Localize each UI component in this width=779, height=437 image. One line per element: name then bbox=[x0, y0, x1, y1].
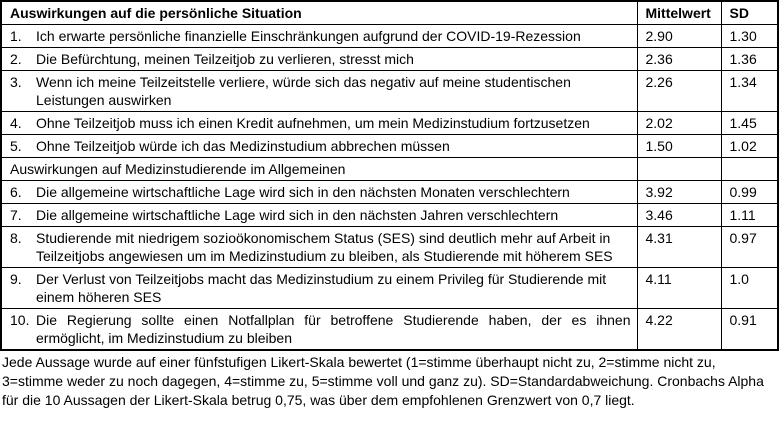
mean-value: 3.46 bbox=[637, 204, 721, 227]
sd-value: 1.45 bbox=[721, 112, 778, 135]
statement-cell bbox=[1, 48, 637, 71]
mean-value: 1.50 bbox=[637, 135, 721, 158]
sd-value: 0.99 bbox=[721, 181, 778, 204]
statement-cell bbox=[1, 181, 637, 204]
mean-value: 2.26 bbox=[637, 71, 721, 112]
statement-number: 9. bbox=[10, 271, 22, 287]
statement-text: Ohne Teilzeitjob muss ich einen Kredit aufnehmen, um mein Medizinstudium fortzusetzen bbox=[36, 115, 590, 131]
section-header-row bbox=[1, 158, 778, 181]
table-row bbox=[1, 181, 778, 204]
statement-cell bbox=[1, 309, 637, 351]
statement-cell bbox=[1, 268, 637, 309]
sd-value: 1.0 bbox=[721, 268, 778, 309]
statement-cell bbox=[1, 135, 637, 158]
statement-text: Die allgemeine wirtschaftliche Lage wird sich in den nächsten Monaten verschlechtern bbox=[36, 184, 570, 200]
statement-number: 8. bbox=[10, 230, 22, 246]
statement-text: Studierende mit niedrigem sozioökonomischem Status (SES) sind deutlich mehr auf Arbeit in Teilzeitjobs angewiesen um im Medizinstudium zu bleiben, als Studierende mit höherem SES bbox=[36, 230, 613, 264]
table-footnote: Jede Aussage wurde auf einer fünfstufigen Likert-Skala bewertet (1=stimme überhaupt nicht zu, 2=stimme nicht zu, 3=stimme weder zu noch dagegen, 4=stimme zu, 5=stimme voll und ganz zu). SD=Standardabweichung. Cronbachs Alpha für die 10 Aussagen der Likert-Skala betrug 0,75, was über dem empfohlenen Grenzwert von 0,7 liegt. bbox=[2, 354, 764, 408]
statement-cell bbox=[1, 25, 637, 48]
mean-value: 4.11 bbox=[637, 268, 721, 309]
statement-cell bbox=[1, 204, 637, 227]
table-header-row bbox=[1, 1, 778, 25]
mean-value-empty bbox=[637, 158, 721, 181]
statement-text: Die Befürchtung, meinen Teilzeitjob zu verlieren, stresst mich bbox=[36, 51, 414, 67]
table-row bbox=[1, 48, 778, 71]
statement-cell bbox=[1, 227, 637, 268]
statement-number: 2. bbox=[10, 51, 22, 67]
table-row bbox=[1, 204, 778, 227]
table-row bbox=[1, 71, 778, 112]
statement-cell bbox=[1, 71, 637, 112]
statement-number: 5. bbox=[10, 138, 22, 154]
mean-value: 2.36 bbox=[637, 48, 721, 71]
section1-title: Auswirkungen auf die persönliche Situation bbox=[1, 1, 637, 25]
table-row bbox=[1, 268, 778, 309]
sd-value: 1.30 bbox=[721, 25, 778, 48]
mean-value: 4.22 bbox=[637, 309, 721, 351]
table-row bbox=[1, 25, 778, 48]
sd-column-header: SD bbox=[721, 1, 778, 25]
mean-value: 2.02 bbox=[637, 112, 721, 135]
statement-number: 4. bbox=[10, 115, 22, 131]
mean-value: 4.31 bbox=[637, 227, 721, 268]
table-row bbox=[1, 112, 778, 135]
statement-text: Ohne Teilzeitjob würde ich das Medizinstudium abbrechen müssen bbox=[36, 138, 450, 154]
sd-value: 0.91 bbox=[721, 309, 778, 351]
statement-number: 7. bbox=[10, 207, 22, 223]
sd-value: 1.11 bbox=[721, 204, 778, 227]
statement-number: 10. bbox=[10, 312, 30, 328]
statement-text: Der Verlust von Teilzeitjobs macht das Medizinstudium zu einem Privileg für Studierende mit einem höheren SES bbox=[36, 271, 607, 305]
sd-value: 1.34 bbox=[721, 71, 778, 112]
section2-title: Auswirkungen auf Medizinstudierende im Allgemeinen bbox=[1, 158, 637, 181]
sd-value: 1.02 bbox=[721, 135, 778, 158]
statement-cell bbox=[1, 112, 637, 135]
statement-text: Die allgemeine wirtschaftliche Lage wird sich in den nächsten Jahren verschlechtern bbox=[36, 207, 559, 223]
statement-number: 1. bbox=[10, 28, 22, 44]
mean-value: 2.90 bbox=[637, 25, 721, 48]
mean-column-header: Mittelwert bbox=[637, 1, 721, 25]
mean-value: 3.92 bbox=[637, 181, 721, 204]
sd-value: 1.36 bbox=[721, 48, 778, 71]
statement-number: 3. bbox=[10, 74, 22, 90]
statement-text: Wenn ich meine Teilzeitstelle verliere, würde sich das negativ auf meine studentischen Leistungen auswirken bbox=[36, 74, 571, 108]
sd-value: 0.97 bbox=[721, 227, 778, 268]
statement-text: Ich erwarte persönliche finanzielle Einschränkungen aufgrund der COVID-19-Rezession bbox=[36, 28, 581, 44]
table-row bbox=[1, 309, 778, 351]
statement-text: Die Regierung sollte einen Notfallplan für betroffene Studierende haben, der es ihnen ermöglicht, im Medizinstudium zu bleiben bbox=[36, 312, 631, 346]
statement-number: 6. bbox=[10, 184, 22, 200]
table-row bbox=[1, 135, 778, 158]
sd-value-empty bbox=[721, 158, 778, 181]
table-row bbox=[1, 227, 778, 268]
